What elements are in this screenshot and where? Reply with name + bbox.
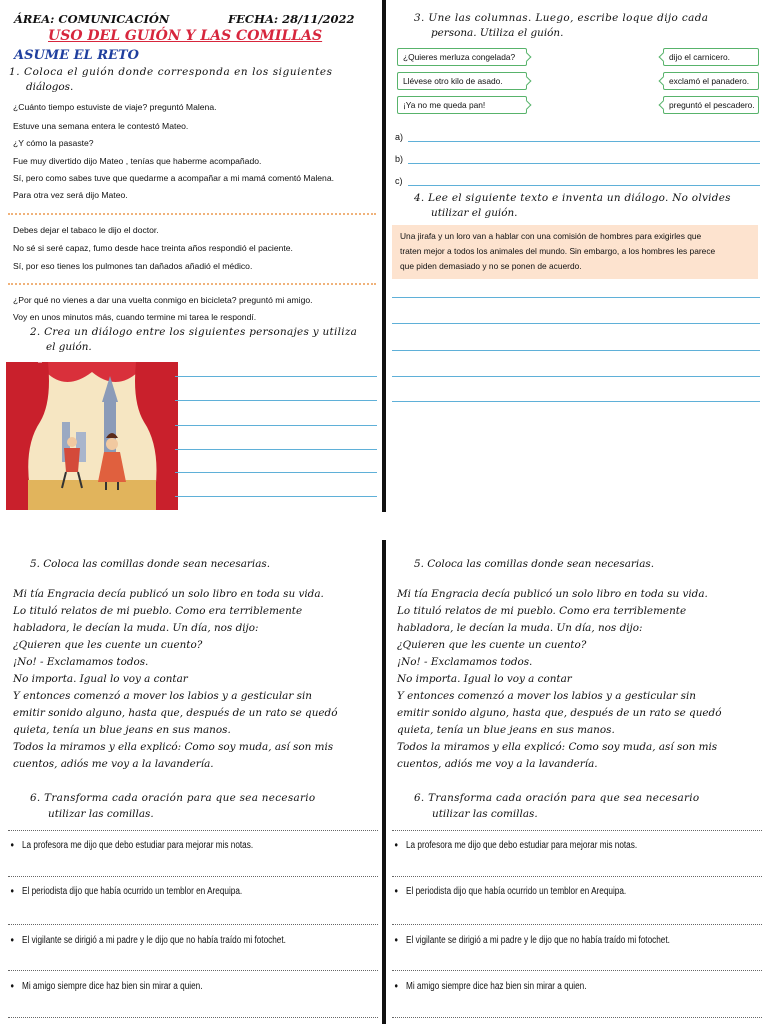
vertical-divider-bottom <box>382 540 386 1024</box>
writing-line <box>392 297 760 298</box>
q4-text-line: traten mejor a todos los animales del mundo. Sin embargo, a los hombres les parece <box>400 246 716 256</box>
q4-text-box <box>392 225 758 279</box>
q3-instruction-cont: persona. Utiliza el guión. <box>431 27 564 39</box>
answer-dotline <box>8 830 378 831</box>
q2-instruction: 2. Crea un diálogo entre los siguientes personajes y utiliza <box>30 326 358 338</box>
dialog-line: Fue muy divertido dijo Mateo , tenías que haberme acompañado. <box>13 156 262 166</box>
story-line: quieta, tenía un blue jeans en sus manos. <box>397 724 615 736</box>
theater-illustration <box>6 362 178 510</box>
q6-instruction-left: 6. Transforma cada oración para que sea necesario <box>30 792 316 804</box>
story-line: Mi tía Engracia decía publicó un solo libro en toda su vida. <box>397 588 708 600</box>
q3-right-box: dijo el carnicero. <box>663 48 759 66</box>
q3-left-box: ¿Quieres merluza congelada? <box>397 48 527 66</box>
q4-instruction: 4. Lee el siguiente texto e inventa un diálogo. No olvides <box>414 192 731 204</box>
q3-left-box: ¡Ya no me queda pan! <box>397 96 527 114</box>
answer-dotline <box>8 970 378 971</box>
q3-instruction: 3. Une las columnas. Luego, escribe loque dijo cada <box>414 12 709 24</box>
dotted-separator <box>8 213 376 215</box>
story-line: Y entonces comenzó a mover los labios y a gesticular sin <box>397 690 696 702</box>
story-line: habladora, le decían la muda. Un día, nos dijo: <box>13 622 259 634</box>
q1-instruction-cont: diálogos. <box>26 81 74 93</box>
writing-line <box>392 350 760 351</box>
answer-label-c: c) <box>395 176 403 186</box>
writing-line <box>392 401 760 402</box>
answer-line-c <box>408 185 760 186</box>
story-line: cuentos, adiós me voy a la lavandería. <box>397 758 598 770</box>
dialog-line: ¿Cuánto tiempo estuviste de viaje? preguntó Malena. <box>13 102 217 112</box>
answer-dotline <box>392 1017 762 1018</box>
story-line: cuentos, adiós me voy a la lavandería. <box>13 758 214 770</box>
story-line: ¿Quieren que les cuente un cuento? <box>13 639 203 651</box>
q3-right-box: preguntó el pescadero. <box>663 96 759 114</box>
dialog-line: Sí, pero como sabes tuve que quedarme a acompañar a mi mamá comentó Malena. <box>13 173 335 183</box>
q6-sentence: • El periodista dijo que había ocurrido un temblor en Arequipa. <box>406 886 626 897</box>
dialog-line: Sí, por eso tienes los pulmones tan dañados añadió el médico. <box>13 261 253 271</box>
q5-story-right <box>397 586 753 773</box>
q4-text-line: que piden demasiado y no se ponen de acuerdo. <box>400 261 582 271</box>
writing-line <box>175 496 377 497</box>
dialog-line: No sé si seré capaz, fumo desde hace treinta años respondió el paciente. <box>13 243 293 253</box>
story-line: ¡No! - Exclamamos todos. <box>397 656 533 668</box>
q1-instruction: 1. Coloca el guión donde corresponda en los siguientes <box>9 66 333 78</box>
story-line: quieta, tenía un blue jeans en sus manos. <box>13 724 231 736</box>
q6-instruction-cont-left: utilizar las comillas. <box>48 808 154 820</box>
story-line: emitir sonido alguno, hasta que, después de un rato se quedó <box>397 707 722 719</box>
page-title: USO DEL GUIÓN Y LAS COMILLAS <box>48 28 323 44</box>
q6-sentence: • Mi amigo siempre dice haz bien sin mirar a quien. <box>22 981 202 992</box>
story-line: ¿Quieren que les cuente un cuento? <box>397 639 587 651</box>
story-line: Todos la miramos y ella explicó: Como soy muda, así son mis <box>13 741 334 753</box>
q6-instruction-cont-right: utilizar las comillas. <box>432 808 538 820</box>
vertical-divider-top <box>382 0 386 512</box>
q6-instruction-right: 6. Transforma cada oración para que sea necesario <box>414 792 700 804</box>
section-subtitle: ASUME EL RETO <box>14 48 139 63</box>
q6-sentence: • Mi amigo siempre dice haz bien sin mirar a quien. <box>406 981 586 992</box>
story-line: No importa. Igual lo voy a contar <box>13 673 188 685</box>
dialog-line: ¿Y cómo la pasaste? <box>13 138 94 148</box>
answer-line-b <box>408 163 760 164</box>
story-line: emitir sonido alguno, hasta que, después de un rato se quedó <box>13 707 338 719</box>
q3-left-box: Llévese otro kilo de asado. <box>397 72 527 90</box>
date-label: FECHA: 28/11/2022 <box>228 12 355 26</box>
q6-sentence: • La profesora me dijo que debo estudiar para mejorar mis notas. <box>406 840 637 851</box>
answer-dotline <box>8 1017 378 1018</box>
story-line: Todos la miramos y ella explicó: Como soy muda, así son mis <box>397 741 718 753</box>
story-line: Mi tía Engracia decía publicó un solo libro en toda su vida. <box>13 588 324 600</box>
q3-right-box: exclamó el panadero. <box>663 72 759 90</box>
writing-line <box>175 425 377 426</box>
answer-dotline <box>8 876 378 877</box>
q4-text-line: Una jirafa y un loro van a hablar con una comisión de hombres para exigirles que <box>400 231 702 241</box>
answer-dotline <box>392 924 762 925</box>
dialog-line: Debes dejar el tabaco le dijo el doctor. <box>13 225 159 235</box>
answer-dotline <box>392 830 762 831</box>
writing-line <box>175 472 377 473</box>
story-line: Y entonces comenzó a mover los labios y a gesticular sin <box>13 690 312 702</box>
writing-line <box>175 400 377 401</box>
q5-instruction-right: 5. Coloca las comillas donde sean necesarias. <box>414 558 655 570</box>
q6-sentence: • El vigilante se dirigió a mi padre y le dijo que no había traído mi fotochet. <box>406 935 670 946</box>
answer-label-a: a) <box>395 132 404 142</box>
story-line: Lo tituló relatos de mi pueblo. Como era terriblemente <box>397 605 687 617</box>
dialog-line: Voy en unos minutos más, cuando termine mi tarea le respondí. <box>13 312 257 322</box>
q6-sentence: • La profesora me dijo que debo estudiar para mejorar mis notas. <box>22 840 253 851</box>
answer-dotline <box>8 924 378 925</box>
story-line: ¡No! - Exclamamos todos. <box>13 656 149 668</box>
story-line: No importa. Igual lo voy a contar <box>397 673 572 685</box>
answer-dotline <box>392 970 762 971</box>
writing-line <box>175 449 377 450</box>
q5-story-left <box>13 586 369 773</box>
answer-label-b: b) <box>395 154 404 164</box>
dotted-separator <box>8 283 376 285</box>
q6-sentence: • El periodista dijo que había ocurrido un temblor en Arequipa. <box>22 886 242 897</box>
story-line: habladora, le decían la muda. Un día, nos dijo: <box>397 622 643 634</box>
writing-line <box>175 376 377 377</box>
writing-line <box>392 323 760 324</box>
q5-instruction-left: 5. Coloca las comillas donde sean necesarias. <box>30 558 271 570</box>
dialog-line: Para otra vez será dijo Mateo. <box>13 190 128 200</box>
dialog-line: Estuve una semana entera le contestó Mateo. <box>13 121 189 131</box>
story-line: Lo tituló relatos de mi pueblo. Como era terriblemente <box>13 605 303 617</box>
q6-sentence: • El vigilante se dirigió a mi padre y le dijo que no había traído mi fotochet. <box>22 935 286 946</box>
q4-instruction-cont: utilizar el guión. <box>431 207 518 219</box>
dialog-line: ¿Por qué no vienes a dar una vuelta conmigo en bicicleta? preguntó mi amigo. <box>13 295 313 305</box>
answer-dotline <box>392 876 762 877</box>
writing-line <box>392 376 760 377</box>
area-label: ÁREA: COMUNICACIÓN <box>14 12 170 26</box>
answer-line-a <box>408 141 760 142</box>
q2-instruction-cont: el guión. <box>46 341 92 353</box>
